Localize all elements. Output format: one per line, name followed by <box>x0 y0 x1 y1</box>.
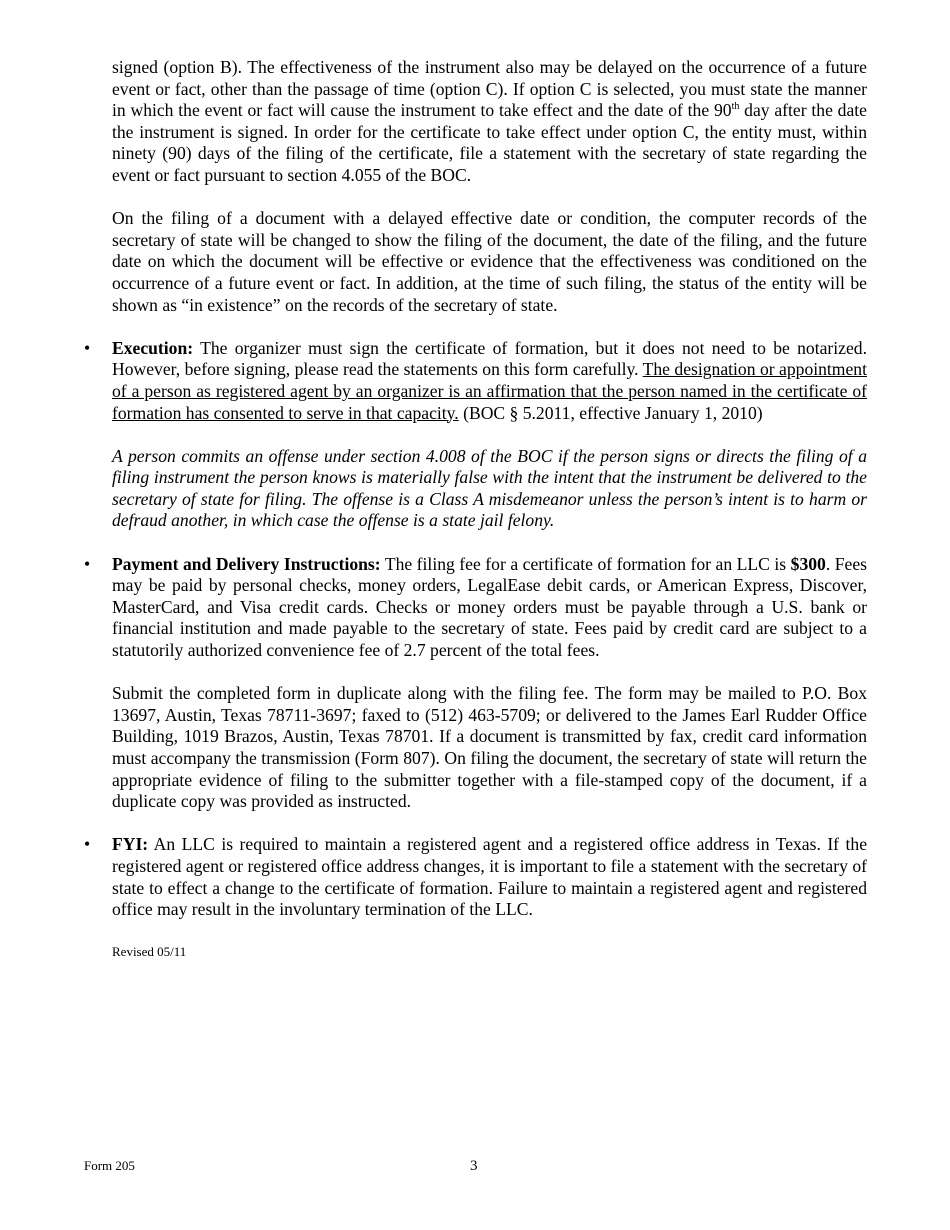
bullet-icon: • <box>84 337 91 358</box>
offense-note: A person commits an offense under section 4.008 of the BOC if the person signs or directs the filing of a filing instrument the person knows is materially false with the intent that the instrument be delivered to the secretary of state for filing. The offense is a Class A misdemeanor unless the person’s intent is to harm or defraud another, in which case the offense is a state jail felony. <box>112 445 867 531</box>
form-number: Form 205 <box>84 1158 135 1173</box>
payment-label: Payment and Delivery Instructions: <box>112 553 381 574</box>
text: signed (option B). The effectiveness of the instrument also may be delayed on the occurrence of a future event or fact, other than the passage of time (option C). If option C is selected, you must state the manner in which the event or fact will cause the instrument to take effect and the date of the 90 <box>112 57 867 121</box>
payment-item <box>84 553 867 662</box>
revision-date: Revised 05/11 <box>112 944 187 960</box>
execution-item <box>84 337 867 424</box>
filing-records-paragraph: On the filing of a document with a delayed effective date or condition, the computer records of the secretary of state will be changed to show the filing of the document, the date of the filing, and the future date on which the document will be effective or evidence that the effectiveness was conditioned on the occurrence of a future event or fact. In addition, at the time of such filing, the status of the entity will be shown as “in existence” on the records of the secretary of state. <box>112 208 867 315</box>
underlined-text: The designation or appointment of a person as registered agent by an organizer is an affirmation that the person named in the certificate of formation has consented to serve in that capacity. <box>112 359 867 423</box>
payment-text <box>112 554 867 662</box>
text: (BOC § 5.2011, effective January 1, 2010) <box>458 402 763 423</box>
text: The filing fee for a certificate of formation for an LLC is <box>380 553 791 574</box>
page-number: 3 <box>470 1158 478 1174</box>
fyi-label: FYI: <box>112 834 149 855</box>
bullet-icon: • <box>84 834 91 855</box>
fyi-item <box>84 834 867 920</box>
execution-label: Execution: <box>112 337 194 358</box>
submission-paragraph: Submit the completed form in duplicate along with the filing fee. The form may be mailed to P.O. Box 13697, Austin, Texas 78711-3697; faxed to (512) 463-5709; or delivered to the James Earl Rudder Office Building, 1019 Brazos, Austin, Texas 78701. If a document is transmitted by fax, credit card information must accompany the transmission (Form 807). On filing the document, the secretary of state will return the appropriate evidence of filing to the submitter together with a file-stamped copy of the document, if a duplicate copy was provided as instructed. <box>112 683 867 812</box>
fee-amount: $300 <box>790 553 826 574</box>
fyi-text <box>112 834 867 920</box>
document-body <box>84 57 867 963</box>
text: An LLC is required to maintain a registered agent and a registered office address in Texas. If the registered agent or registered office address changes, it is important to file a statement with the secretary of state to effect a change to the certificate of formation. Failure to maintain a registered agent and registered office may result in the involuntary termination of the LLC. <box>112 834 867 920</box>
execution-text <box>112 338 867 424</box>
text: day after the date the instrument is signed. In order for the certificate to take effect under option C, the entity must, within ninety (90) days of the filing of the certificate, file a statement with the secretary of state regarding the event or fact pursuant to section 4.055 of the BOC. <box>112 100 867 185</box>
bullet-icon: • <box>84 553 91 574</box>
text: . Fees may be paid by personal checks, money orders, LegalEase debit cards, or American Express, Discover, MasterCard, and Visa credit cards. Checks or money orders must be payable through a U.S. bank or financial institution and made payable to the secretary of state. Fees paid by credit card are subject to a statutorily authorized convenience fee of 2.7 percent of the total fees. <box>112 553 867 661</box>
superscript: th <box>731 101 740 113</box>
delayed-effect-paragraph <box>112 57 867 187</box>
text: The organizer must sign the certificate of formation, but it does not need to be notarized. However, before signing, please read the statements on this form carefully. <box>112 337 867 380</box>
